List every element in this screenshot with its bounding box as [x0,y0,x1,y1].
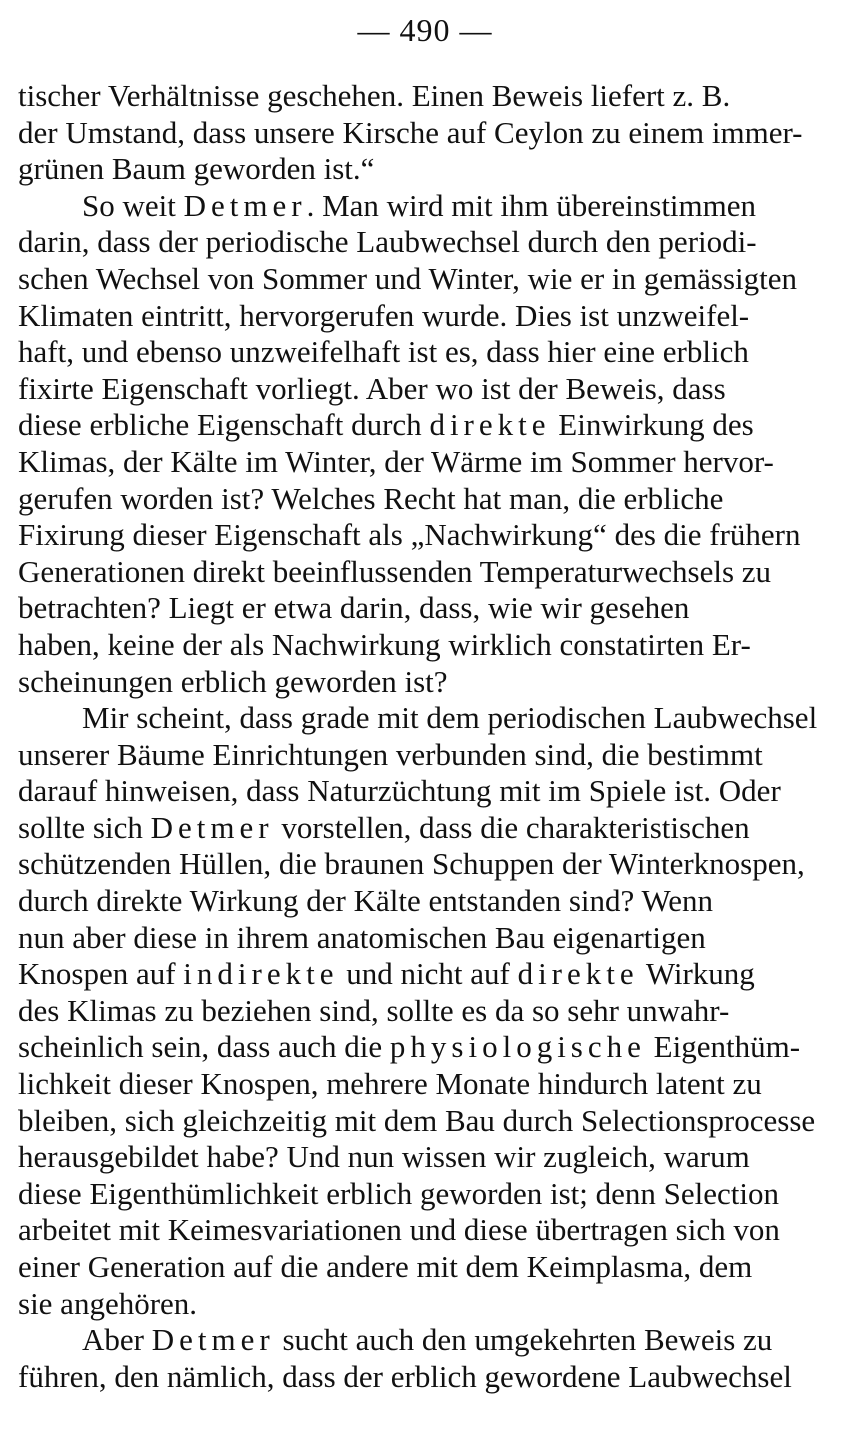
text-line: einer Generation auf die andere mit dem Keimplasma, dem [18,1249,753,1284]
text-line: des Klimas zu beziehen sind, sollte es da so sehr unwahr- [18,992,730,1028]
text-line: scheinlich sein, dass auch die physiologische Eigenthüm- [18,1029,801,1065]
text-line: nun aber diese in ihrem anatomischen Bau eigenartigen [18,919,706,955]
text-line: schützenden Hüllen, die braunen Schuppen der Winterknospen, [18,846,805,882]
text-line: bleiben, sich gleichzeitig mit dem Bau durch Selectionsprocesse [18,1102,816,1138]
text-line: herausgebildet habe? Und nun wissen wir zugleich, warum [18,1139,750,1175]
spaced-emphasis: Detmer [151,1322,275,1358]
text-line: arbeitet mit Keimesvariationen und diese übertragen sich von [18,1212,780,1248]
text-line: Klimas, der Kälte im Winter, der Wärme im Sommer hervor- [18,443,774,479]
text-line: unserer Bäume Einrichtungen verbunden sind, die bestimmt [18,736,763,772]
text-line: darin, dass der periodische Laubwechsel durch den periodi- [18,224,757,260]
text-line: Mir scheint, dass grade mit dem periodischen Laubwechsel [82,700,818,736]
text-line: Klimaten eintritt, hervorgerufen wurde. Dies ist unzweifel- [18,297,750,333]
text-line: Fixirung dieser Eigenschaft als „Nachwirkung“ des die frühern [18,517,801,553]
spaced-emphasis: Detmer [150,809,274,845]
text-line: fixirte Eigenschaft vorliegt. Aber wo ist der Beweis, dass [18,370,726,406]
text-line: der Umstand, dass unsere Kirsche auf Ceylon zu einem immer- [18,114,803,150]
body-text [18,78,833,1395]
text-line: Knospen auf indirekte und nicht auf direkte Wirkung [18,956,755,992]
text-line: diese erbliche Eigenschaft durch direkte Einwirkung des [18,407,754,443]
text-line: schen Wechsel von Sommer und Winter, wie er in gemässigten [18,260,798,296]
spaced-emphasis: direkte [429,407,551,443]
text-line: gerufen worden ist? Welches Recht hat man, die erbliche [18,480,724,516]
text-line: scheinungen erblich geworden ist? [18,663,448,699]
text-line: haft, und ebenso unzweifelhaft ist es, dass hier eine erblich [18,334,749,370]
text-line: lichkeit dieser Knospen, mehrere Monate hindurch latent zu [18,1066,762,1102]
page-number: — 490 — [357,12,493,48]
spaced-emphasis: indirekte [183,956,339,992]
text-line: Aber Detmer sucht auch den umgekehrten Beweis zu [82,1322,773,1358]
text-line: Generationen direkt beeinflussenden Temperaturwechsels zu [18,553,772,589]
spaced-emphasis: Detmer [183,187,307,223]
text-line: grünen Baum geworden ist.“ [18,151,375,187]
spaced-emphasis: physiologische [389,1029,646,1065]
text-line: betrachten? Liegt er etwa darin, dass, wie wir gesehen [18,590,690,626]
text-line: haben, keine der als Nachwirkung wirklich constatirten Er- [18,626,751,662]
text-line: führen, den nämlich, dass der erblich gewordene Laubwechsel [18,1358,792,1394]
text-line: durch direkte Wirkung der Kälte entstanden sind? Wenn [18,883,713,919]
text-line: sollte sich Detmer vorstellen, dass die charakteristischen [18,809,750,845]
text-line: tischer Verhältnisse geschehen. Einen Beweis liefert z. B. [18,78,731,113]
text-line: So weit Detmer. Man wird mit ihm übereinstimmen [82,187,757,223]
text-line: sie angehören. [18,1285,198,1321]
spaced-emphasis: direkte [517,956,639,992]
text-line: darauf hinweisen, dass Naturzüchtung mit im Spiele ist. Oder [18,773,781,809]
text-line: diese Eigenthümlichkeit erblich geworden ist; denn Selection [18,1175,780,1211]
